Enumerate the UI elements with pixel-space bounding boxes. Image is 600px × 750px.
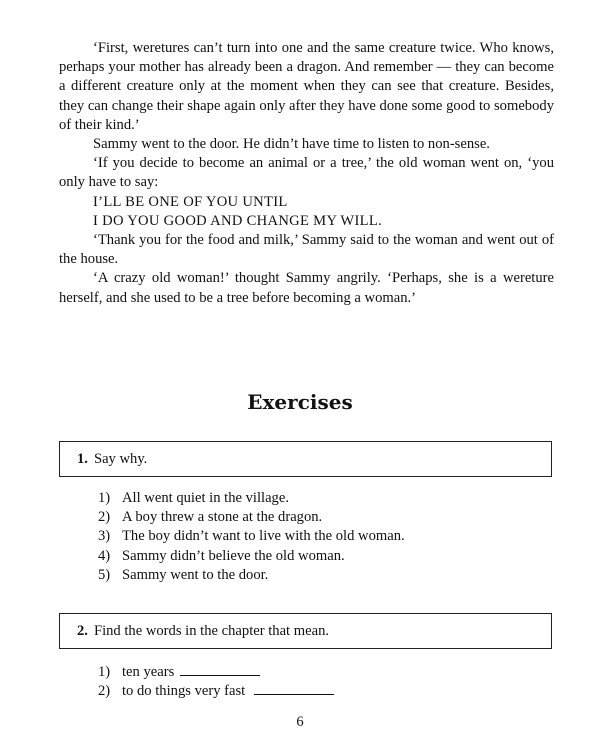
story-text [59,39,554,308]
exercise-instruction: Say why. [93,451,148,467]
item-number: 2) [98,509,111,526]
list-item [98,489,405,508]
item-text: to do things very fast [122,683,246,700]
spell-line: I DO YOU GOOD AND CHANGE MY WILL. [93,212,383,229]
exercise-1-list [98,489,405,585]
item-number: 3) [98,528,111,545]
story-paragraph: ‘First, weretures can’t turn into one and the same creature twice. Who knows, perhaps your mother has already been a dragon. And remember — they can become a different creature only at the moment when they can see that creature. Besides, they can change their shape again only after they have done some good to somebody of their kind.’ [59,40,554,133]
exercise-number: 2. [77,623,88,639]
story-paragraph: ‘A crazy old woman!’ thought Sammy angrily. ‘Perhaps, she is a wereture herself, and she used to be a tree before becoming a woman.’ [59,270,554,306]
spell-line: I’LL BE ONE OF YOU UNTIL [93,193,288,210]
item-text: All went quiet in the village. [122,490,289,506]
exercise-instruction: Find the words in the chapter that mean. [93,623,330,639]
answer-blank[interactable] [254,682,334,695]
item-number: 5) [98,566,111,583]
page-number: 6 [296,714,304,730]
answer-blank[interactable] [180,663,260,676]
item-number: 1) [98,490,111,506]
item-number: 2) [98,683,111,700]
story-paragraph: ‘Thank you for the food and milk,’ Sammy said to the woman and went out of the house. [59,232,554,268]
item-text: A boy threw a stone at the dragon. [122,509,323,526]
list-item [98,508,405,527]
item-text: ten years [122,664,175,680]
list-item [98,547,405,566]
list-item [98,566,405,585]
list-item [98,663,334,682]
item-number: 1) [98,664,111,680]
list-item [98,527,405,546]
item-text: Sammy went to the door. [122,566,269,583]
item-text: Sammy didn’t believe the old woman. [122,547,345,564]
item-number: 4) [98,547,111,564]
list-item [98,682,334,701]
item-text: The boy didn’t want to live with the old woman. [122,528,405,545]
story-paragraph: ‘If you decide to become an animal or a tree,’ the old woman went on, ‘you only have to say: [59,155,554,191]
story-paragraph: Sammy went to the door. He didn’t have time to listen to non-sense. [93,136,490,153]
exercise-number: 1. [77,451,88,467]
exercise-2-list [98,663,334,701]
exercise-1-box [59,441,552,477]
exercises-heading: Exercises [247,390,353,414]
exercise-2-box [59,613,552,649]
